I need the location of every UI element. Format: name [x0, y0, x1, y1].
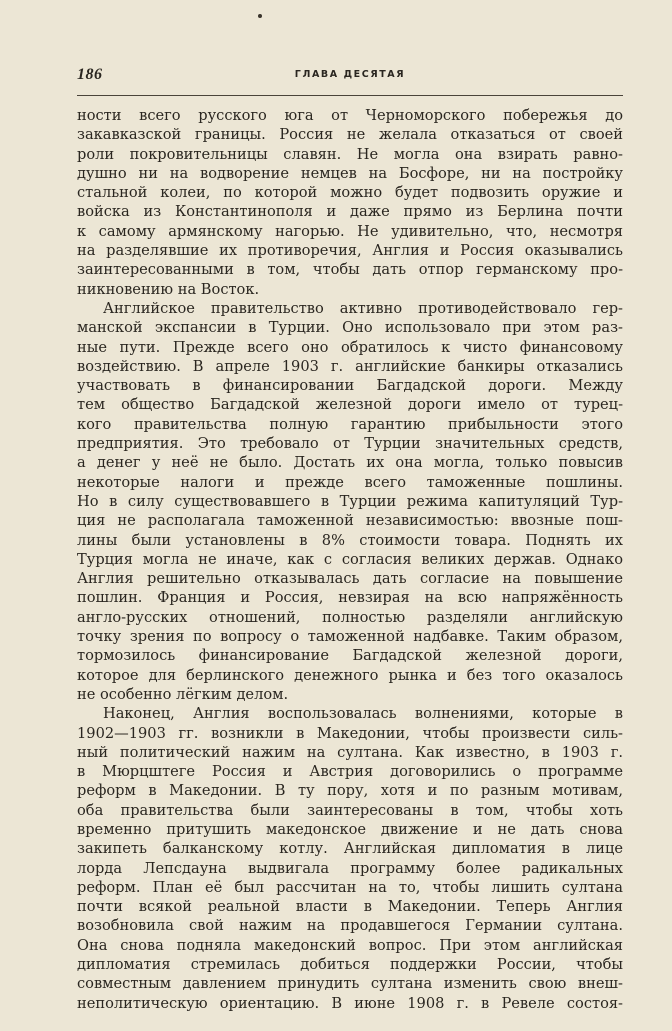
text-line: оба правительства были заинтересованы в том, чтобы хоть [77, 801, 623, 819]
text-line: никновению на Восток. [77, 280, 260, 298]
text-line: точку зрения по вопросу о таможенной надбавке. Таким образом, [77, 628, 623, 646]
text-line: лины были установлены в 8% стоимости товара. Поднять их [77, 531, 623, 549]
text-line: а денег у неё не было. Достать их она могла, только повысив [77, 454, 623, 472]
text-line: в Мюрцштеге Россия и Австрия договорились о программе [77, 763, 623, 781]
text-line: стальной колеи, по которой можно будет подвозить оружие и [77, 184, 623, 202]
text-line: участвовать в финансировании Багдадской дороги. Между [77, 377, 623, 395]
text-line: реформ. План её был рассчитан на то, чтобы лишить султана [77, 878, 623, 896]
text-line: манской экспансии в Турции. Оно использовало при этом раз- [77, 319, 623, 337]
text-line: Турция могла не иначе, как с согласия великих держав. Однако [77, 550, 623, 568]
text-line: дипломатия стремилась добиться поддержки России, чтобы [77, 956, 623, 974]
text-line: совместным давлением принудить султана изменить свою внеш- [77, 975, 623, 993]
text-line: к самому армянскому нагорью. Не удивительно, что, несмотря [77, 222, 623, 240]
text-line: воздействию. В апреле 1903 г. английские банкиры отказались [77, 357, 623, 375]
text-line: ные пути. Прежде всего оно обратилось к чисто финансовому [77, 338, 623, 356]
ink-speck [258, 14, 262, 18]
text-line: заинтересованными в том, чтобы дать отпор германскому про- [77, 261, 623, 279]
text-line: кого правительства полную гарантию прибыльности этого [77, 415, 623, 433]
body-text [77, 106, 623, 1013]
text-line: душно ни на водворение немцев на Босфоре, ни на постройку [77, 164, 623, 182]
text-line: возобновила свой нажим на продавшегося Германии султана. [77, 917, 623, 935]
text-line: тем общество Багдадской железной дороги имело от турец- [77, 396, 623, 414]
text-line: которое для берлинского денежного рынка и без того оказалось [77, 666, 623, 684]
text-line: Наконец, Англия воспользовалась волнениями, которые в [103, 705, 623, 723]
text-line: Но в силу существовавшего в Турции режима капитуляций Тур- [77, 492, 623, 510]
text-line: предприятия. Это требовало от Турции значительных средств, [77, 435, 623, 453]
text-line: пошлин. Франция и Россия, невзирая на всю напряжённость [77, 589, 623, 607]
paragraph [77, 106, 623, 299]
text-line: закавказской границы. Россия не желала отказаться от своей [77, 126, 623, 144]
text-line: не особенно лёгким делом. [77, 685, 289, 703]
text-line: на разделявшие их противоречия, Англия и Россия оказывались [77, 242, 623, 260]
text-line: англо-русских отношений, полностью разделяли английскую [77, 608, 623, 626]
text-line: Она снова подняла македонский вопрос. При этом английская [77, 936, 623, 954]
page-number: 186 [77, 66, 103, 83]
header-rule [77, 95, 623, 96]
text-line: роли покровительницы славян. Не могла она взирать равно- [77, 145, 623, 163]
text-line: 1902—1903 гг. возникли в Македонии, чтобы произвести силь- [77, 724, 623, 742]
text-line: почти всякой реальной власти в Македонии. Теперь Англия [77, 898, 623, 916]
text-line: некоторые налоги и прежде всего таможенные пошлины. [77, 473, 623, 491]
text-line: Английское правительство активно противодействовало гер- [103, 299, 623, 317]
text-line: ный политический нажим на султана. Как известно, в 1903 г. [77, 743, 623, 761]
page-header [77, 66, 623, 88]
text-line: войска из Константинополя и даже прямо из Берлина почти [77, 203, 623, 221]
text-line: лорда Лепсдауна выдвигала программу более радикальных [77, 859, 623, 877]
text-line: ция не располагала таможенной независимостью: ввозные пош- [77, 512, 623, 530]
paragraph [77, 299, 623, 704]
text-line: неполитическую ориентацию. В июне 1908 г. в Ревеле состоя- [77, 994, 623, 1012]
text-line: закипеть балканскому котлу. Английская дипломатия в лице [77, 840, 623, 858]
text-line: ности всего русского юга от Черноморского побережья до [77, 107, 623, 124]
text-line: Англия решительно отказывалась дать согласие на повышение [77, 570, 623, 588]
text-line: тормозилось финансирование Багдадской железной дороги, [77, 647, 623, 665]
paragraph [77, 704, 623, 1013]
text-line: временно притушить македонское движение и не дать снова [77, 820, 623, 838]
text-line: реформ в Македонии. В ту пору, хотя и по разным мотивам, [77, 782, 623, 800]
running-head: ГЛАВА ДЕСЯТАЯ [294, 69, 406, 80]
